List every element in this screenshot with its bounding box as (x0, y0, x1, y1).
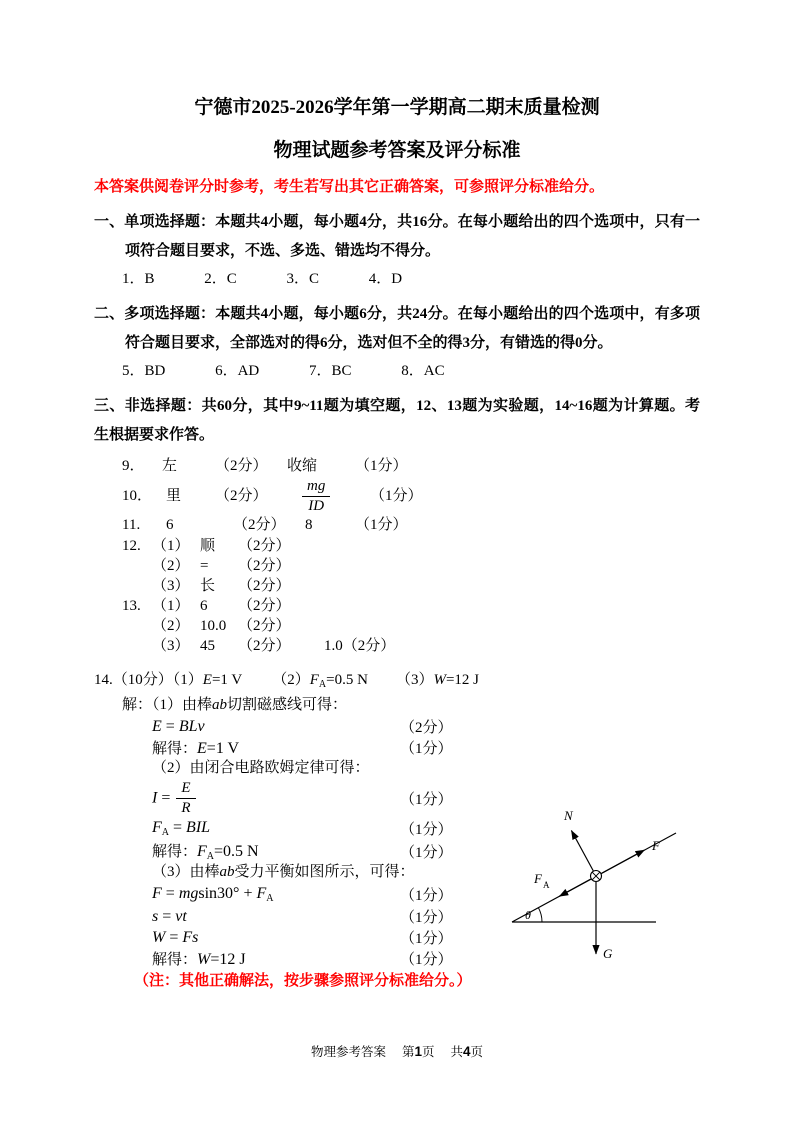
formula-expression: 解得：FA=0.5 N (152, 843, 259, 863)
formula-emf (152, 716, 700, 737)
q10-answer-row (122, 477, 700, 515)
q13-answer-row (122, 616, 700, 636)
q12-number: 12. (122, 538, 141, 555)
q14-answer2-var-sub: A (318, 679, 327, 691)
score-badge: （1分） (400, 910, 453, 927)
q12-part-label: （3） (152, 578, 190, 595)
theta-label: θ (525, 908, 531, 922)
answer-item: 3．C (286, 271, 320, 288)
fraction-mg-over-id (302, 478, 330, 516)
score-badge: （1分） (400, 741, 453, 758)
step1-intro-text: 切割磁感线可得： (227, 697, 348, 714)
result-emf (152, 737, 700, 758)
footer-page-label: 第 (401, 1045, 415, 1059)
fraction-denominator: R (181, 799, 191, 816)
q10-score-1: （2分） (215, 487, 268, 504)
q13-score: （2分） (238, 618, 291, 635)
fill-in-answers (122, 456, 700, 656)
q12-answer: = (200, 558, 209, 575)
formula-expression: E = BLv (152, 717, 205, 735)
fraction-e-over-r (176, 780, 195, 818)
q14-header (94, 670, 700, 695)
q12-answer: 顺 (200, 538, 216, 555)
formula-expression: 解得：W=12 J (152, 951, 246, 969)
q13-part-label: （1） (152, 598, 190, 615)
q11-answer-row (122, 515, 700, 536)
fraction-numerator: mg (302, 478, 330, 497)
normal-force-label: N (564, 808, 573, 823)
answer-item: 2．C (204, 271, 237, 288)
q12-score: （2分） (238, 558, 291, 575)
section-two-heading: 二、多项选择题：本题共4小题，每小题6分，共24分。在每小题给出的四个选项中，有多项符合题目要求，全部选对的得6分，选对但不全的得3分，有错选的得0分。 (94, 306, 700, 351)
applied-force-arrow (602, 850, 645, 873)
footer-total-pages: 4 (463, 1044, 471, 1059)
q13-answer-row (122, 596, 700, 616)
formula-expression: 解得：E=1 V (152, 740, 240, 758)
q10-number: 10． (122, 487, 153, 504)
q12-part-label: （1） (152, 538, 190, 555)
normal-force-arrow (571, 831, 593, 871)
gravity-label: G (603, 946, 613, 961)
score-badge: （1分） (400, 931, 453, 948)
q11-score-1: （2分） (233, 517, 286, 534)
q14-answer3-value: =12 J (445, 672, 479, 689)
formula-expression: FA = BIL (152, 819, 211, 839)
score-badge: （1分） (400, 888, 453, 905)
q13-number: 13. (122, 598, 141, 615)
q12-answer: 长 (200, 578, 216, 595)
q10-answer-fraction (300, 478, 370, 516)
force-diagram (506, 804, 696, 981)
q13-part-label: （3） (152, 638, 190, 655)
q12-answer-row (122, 536, 700, 556)
q14-step1-intro (122, 695, 700, 716)
section-two-answers (122, 361, 700, 382)
formula-expression: I = $\frac{E}{R}$ (152, 780, 400, 818)
ampere-force-arrow (559, 879, 590, 896)
q14-prefix: 14.（10分）（1） (94, 672, 203, 689)
q14-part3-label: （3） (395, 672, 434, 689)
q12-answer-row (122, 576, 700, 596)
score-badge: （1分） (400, 844, 453, 861)
answer-item: 5．BD (122, 363, 166, 380)
q11-answer-2: 8 (305, 517, 313, 534)
footer-total-label: 页 (470, 1045, 484, 1059)
q14-step2-intro: （2）由闭合电路欧姆定律可得： (152, 760, 370, 777)
step1-intro-text: 解：（1）由棒 (122, 697, 213, 714)
q12-score: （2分） (238, 538, 291, 555)
q14-answer3-var: W (433, 672, 446, 689)
grading-notice: 本答案供阅卷评分时参考，考生若写出其它正确答案，可参照评分标准给分。 (94, 179, 605, 196)
q10-answer-1: 里 (166, 487, 182, 504)
q14-note: （注：其他正确解法，按步骤参照评分标准给分。） (134, 973, 472, 990)
q9-number: 9． (122, 458, 145, 475)
footer-page-label: 页 (421, 1045, 435, 1059)
q12-part-label: （2） (152, 558, 190, 575)
fraction-denominator: ID (308, 497, 325, 514)
q14-answer2-value: =0.5 N (326, 672, 368, 689)
q13-score: （2分） (238, 598, 291, 615)
q10-score-2: （1分） (370, 487, 423, 504)
applied-force-label: F (652, 838, 660, 853)
answer-item: 8．AC (401, 363, 445, 380)
answer-item: 6．AD (215, 363, 260, 380)
force-diagram-svg (506, 804, 696, 976)
score-badge: （2分） (400, 720, 453, 737)
answer-item: 1．B (122, 271, 155, 288)
score-badge: （1分） (400, 822, 453, 839)
q9-score-2: （1分） (355, 458, 408, 475)
ampere-force-label-sub: A (543, 880, 550, 890)
step1-intro-var: ab (212, 697, 228, 714)
q14-answer1-var: E (202, 672, 212, 689)
step3-intro-var: ab (219, 864, 235, 881)
section-one-answers (122, 269, 700, 290)
q12-answer-row (122, 556, 700, 576)
q13-score: （2分） (238, 638, 291, 655)
q9-score-1: （2分） (215, 458, 268, 475)
q9-answer-2: 收缩 (287, 458, 318, 475)
formula-expression: W = Fs (152, 928, 199, 946)
q13-answer-extra: 1.0（2分） (324, 638, 396, 655)
score-badge: （1分） (400, 952, 453, 969)
q12-score: （2分） (238, 578, 291, 595)
section-three-heading: 三、非选择题：共60分，其中9~11题为填空题，12、13题为实验题，14~16题为计算题。考生根据要求作答。 (94, 398, 700, 443)
q13-answer: 45 (200, 638, 215, 655)
answer-item: 7．BC (309, 363, 352, 380)
step3-intro-text: （3）由棒 (152, 864, 220, 881)
section-one-heading: 一、单项选择题：本题共4小题，每小题4分，共16分。在每小题给出的四个选项中，只有一项符合题目要求，不选、多选、错选均不得分。 (94, 214, 700, 259)
q14-answer1-value: =1 V (211, 672, 243, 689)
q13-part-label: （2） (152, 618, 190, 635)
q13-answer: 10.0 (200, 618, 227, 635)
q11-score-2: （1分） (355, 517, 408, 534)
q9-answer-1: 左 (162, 458, 178, 475)
formula-expression: s = vt (152, 907, 187, 925)
step3-intro-text: 受力平衡如图所示，可得： (234, 864, 415, 881)
answer-item: 4．D (368, 271, 403, 288)
page-footer (0, 1042, 794, 1060)
score-badge: （1分） (400, 791, 453, 808)
doc-title: 宁德市2025-2026学年第一学期高二期末质量检测 (194, 97, 600, 118)
q11-number: 11. (122, 517, 141, 534)
q14-answer2-var: F (309, 672, 319, 689)
q13-answer: 6 (200, 598, 208, 615)
q14-part2-label: （2） (272, 672, 310, 689)
footer-page-number: 1 (414, 1044, 422, 1059)
formula-expression: F = mgsin30° + FA (152, 885, 274, 905)
ampere-force-label: F (534, 871, 542, 886)
doc-subtitle: 物理试题参考答案及评分标准 (273, 139, 521, 161)
fraction-numerator: E (176, 780, 195, 799)
q9-answer-row (122, 456, 700, 477)
q11-answer-1: 6 (166, 517, 174, 534)
footer-total-label: 共 (450, 1045, 464, 1059)
theta-arc (538, 908, 542, 922)
footer-doc-name: 物理参考答案 (310, 1045, 386, 1059)
q13-answer-row (122, 636, 700, 656)
